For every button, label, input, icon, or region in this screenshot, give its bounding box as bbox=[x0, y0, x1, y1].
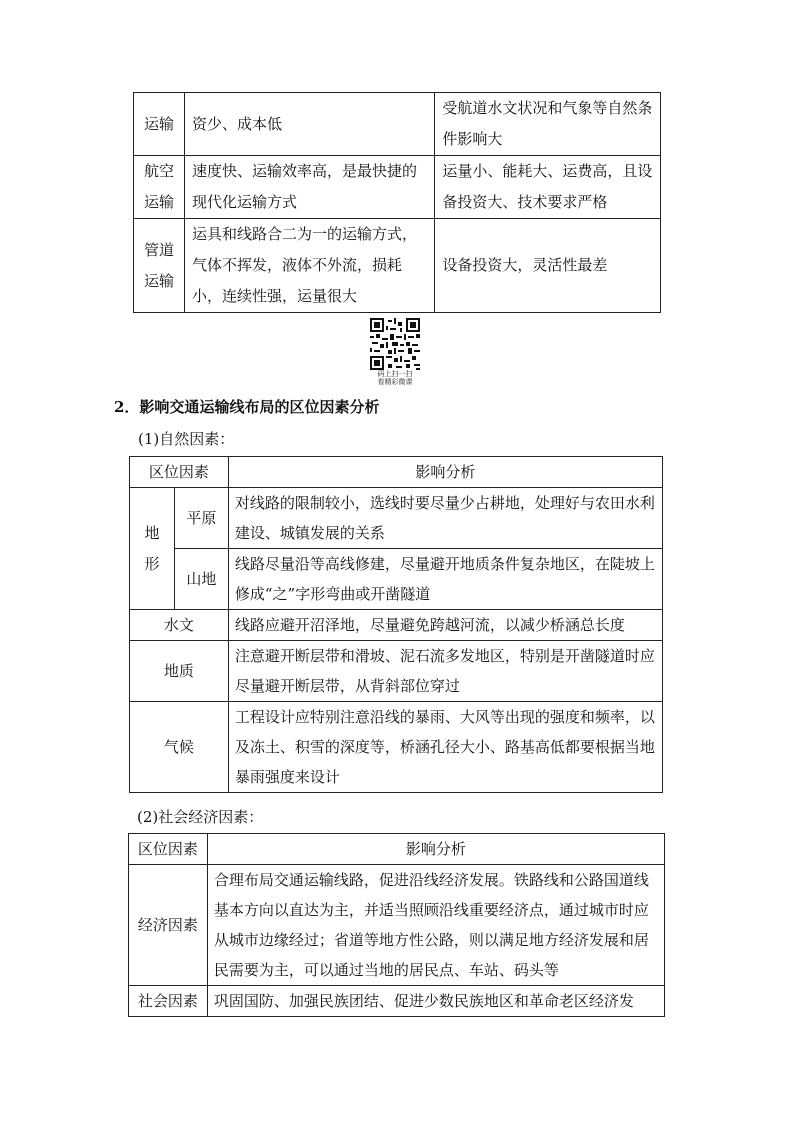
plain-label: 平原 bbox=[174, 488, 228, 549]
economic-text: 合理布局交通运输线路，促进沿线经济发展。铁路线和公路国道线基本方向以直达为主，并适当照顾沿线重要经济点，通过城市时应从城市边缘经过；省道等地方性公路，则以满足地方经济发展和居民需要为主，可以通过当地的居民点、车站、码头等 bbox=[207, 865, 664, 986]
qr-caption-line2: 看精彩微课 bbox=[377, 378, 413, 386]
geology-label: 地质 bbox=[130, 641, 229, 702]
socio-factors-subheading: (2)社会经济因素： bbox=[137, 808, 264, 826]
climate-label: 气候 bbox=[130, 702, 229, 793]
mode-cell: 航空运输 bbox=[134, 156, 185, 219]
table-row bbox=[134, 219, 661, 313]
table-row bbox=[130, 488, 663, 549]
advantage-cell: 资少、成本低 bbox=[184, 93, 434, 156]
disadvantage-cell: 运量小、能耗大、运费高，且设备投资大、技术要求严格 bbox=[435, 156, 661, 219]
hydrology-text: 线路应避开沼泽地，尽量避免跨越河流，以减少桥涵总长度 bbox=[228, 610, 662, 641]
social-text: 巩固国防、加强民族团结、促进少数民族地区和革命老区经济发 bbox=[207, 986, 664, 1017]
mountain-text: 线路尽量沿等高线修建，尽量避开地质条件复杂地区，在陡坡上修成“之”字形弯曲或开凿隧道 bbox=[228, 549, 662, 610]
climate-text: 工程设计应特别注意沿线的暴雨、大风等出现的强度和频率，以及冻土、积雪的深度等，桥涵孔径大小、路基高低都要根据当地暴雨强度来设计 bbox=[228, 702, 662, 793]
table-row bbox=[130, 549, 663, 610]
table-row bbox=[129, 986, 665, 1017]
socio-factors-table bbox=[128, 833, 665, 1017]
economic-label: 经济因素 bbox=[129, 865, 208, 986]
table-row bbox=[129, 865, 665, 986]
natural-factors-subheading: (1)自然因素： bbox=[138, 430, 235, 448]
header-analysis: 影响分析 bbox=[228, 457, 662, 488]
table-row bbox=[130, 610, 663, 641]
qr-caption bbox=[364, 370, 426, 386]
hydrology-label: 水文 bbox=[130, 610, 229, 641]
section-heading: 2．影响交通运输线布局的区位因素分析 bbox=[114, 398, 380, 416]
mode-cell: 运输 bbox=[134, 93, 185, 156]
table-header-row bbox=[130, 457, 663, 488]
header-factor: 区位因素 bbox=[130, 457, 229, 488]
header-factor: 区位因素 bbox=[129, 834, 208, 865]
header-analysis: 影响分析 bbox=[207, 834, 664, 865]
table-row bbox=[134, 156, 661, 219]
advantage-cell: 运具和线路合二为一的运输方式，气体不挥发，液体不外流，损耗小，连续性强，运量很大 bbox=[184, 219, 434, 313]
social-label: 社会因素 bbox=[129, 986, 208, 1017]
qr-caption-line1: 码上扫一扫 bbox=[377, 370, 413, 378]
disadvantage-cell: 设备投资大，灵活性最差 bbox=[435, 219, 661, 313]
table-row bbox=[134, 93, 661, 156]
table-row bbox=[130, 641, 663, 702]
advantage-cell: 速度快、运输效率高，是最快捷的现代化运输方式 bbox=[184, 156, 434, 219]
transport-modes-table bbox=[133, 92, 661, 313]
mountain-label: 山地 bbox=[174, 549, 228, 610]
table-header-row bbox=[129, 834, 665, 865]
plain-text: 对线路的限制较小，选线时要尽量少占耕地，处理好与农田水利建设、城镇发展的关系 bbox=[228, 488, 662, 549]
mode-cell: 管道运输 bbox=[134, 219, 185, 313]
natural-factors-table bbox=[129, 456, 663, 793]
geology-text: 注意避开断层带和滑坡、泥石流多发地区，特别是开凿隧道时应尽量避开断层带，从背斜部位穿过 bbox=[228, 641, 662, 702]
qr-code-icon[interactable] bbox=[370, 318, 420, 370]
disadvantage-cell: 受航道水文状况和气象等自然条件影响大 bbox=[435, 93, 661, 156]
table-row bbox=[130, 702, 663, 793]
terrain-label-text: 地形 bbox=[144, 523, 160, 573]
terrain-label bbox=[130, 488, 175, 610]
